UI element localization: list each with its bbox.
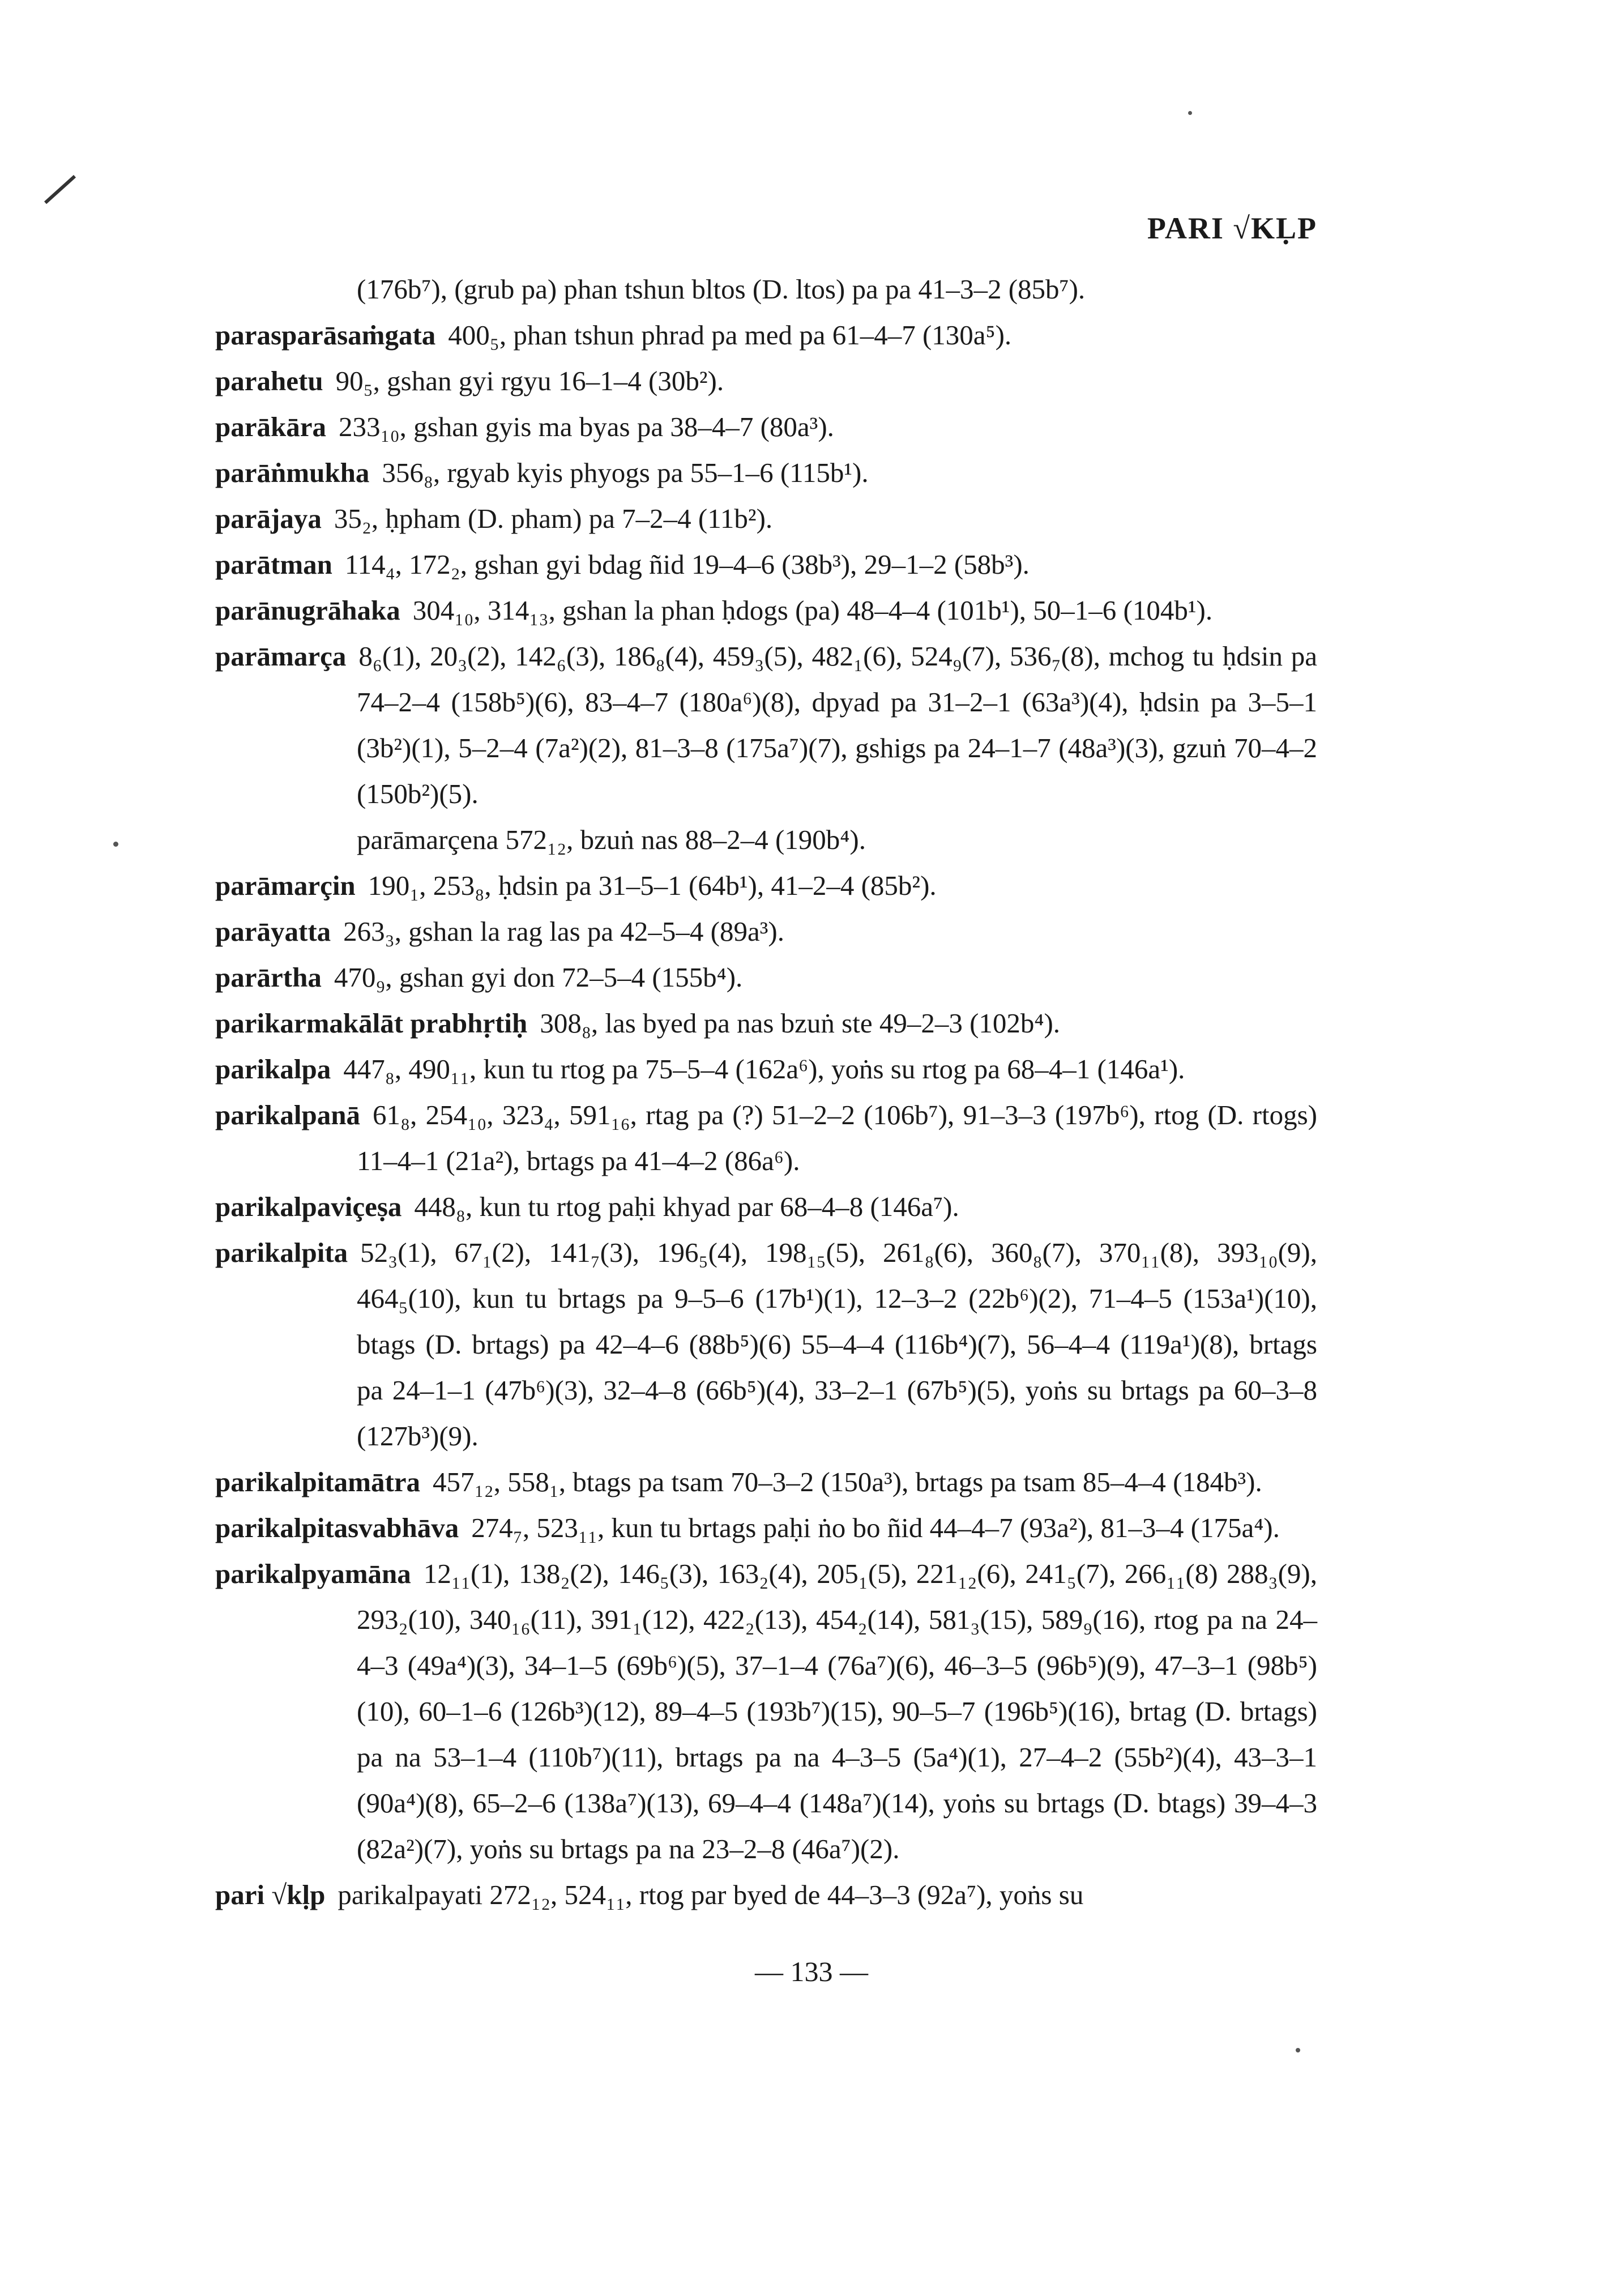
- entry-headword: parāyatta: [215, 916, 331, 947]
- entry-headword: parikarmakālāt prabhṛtiḥ: [215, 1008, 528, 1039]
- entry-text: 8₆(1), 20₃(2), 142₆(3), 186₈(4), 459₃(5), 482₁(6), 524₉(7), 536₇(8), mchog tu ḥdsin pa 74–2–4 (158b⁵)(6), 83–4–7 (180a⁶)(8), dpyad pa 31–2–1 (63a³)(4), ḥdsin pa 3–5–1 (3b²)(1), 5–2–4 (7a²)(2), 81–3–8 (175a⁷)(7), gshigs pa 24–1–7 (48a³)(3), gzuṅ 70–4–2 (150b²)(5).: [357, 641, 1317, 809]
- entry-headword: parikalpa: [215, 1053, 331, 1085]
- dictionary-entry: [215, 1184, 1317, 1230]
- page-number: — 133 —: [755, 1956, 868, 1987]
- entry-text: parāmarçena 572₁₂, bzuṅ nas 88–2–4 (190b⁴).: [357, 824, 866, 855]
- entry-text: 114₄, 172₂, gshan gyi bdag ñid 19–4–6 (38b³), 29–1–2 (58b³).: [344, 549, 1030, 580]
- dictionary-entry: [215, 633, 1317, 817]
- entry-headword: parikalpitasvabhāva: [215, 1512, 459, 1543]
- entry-text: (176b⁷), (grub pa) phan tshun bltos (D. ltos) pa pa 41–3–2 (85b⁷).: [357, 274, 1086, 305]
- speck: [1296, 2048, 1300, 2052]
- entry-text: 61₈, 254₁₀, 323₄, 591₁₆, rtag pa (?) 51–2–2 (106b⁷), 91–3–3 (197b⁶), rtog (D. rtogs) 11–4–1 (21a²), brtags pa 41–4–2 (86a⁶).: [357, 1099, 1317, 1176]
- dictionary-entry: [215, 404, 1317, 450]
- dictionary-entry: [215, 1505, 1317, 1551]
- entry-headword: parārtha: [215, 962, 322, 993]
- entry-text: parikalpayati 272₁₂, 524₁₁, rtog par byed de 44–3–3 (92a⁷), yoṅs su: [338, 1879, 1084, 1910]
- running-head: PARI √KḶP: [1147, 211, 1317, 245]
- dictionary-entry: [215, 312, 1317, 358]
- entry-headword: parāmarça: [215, 641, 347, 672]
- pencil-mark: [44, 175, 76, 204]
- entry-list: [215, 266, 1317, 1918]
- entry-headword: parikalpita: [215, 1237, 348, 1268]
- entry-text: 356₈, rgyab kyis phyogs pa 55–1–6 (115b¹).: [382, 457, 869, 488]
- entry-text: 457₁₂, 558₁, btags pa tsam 70–3–2 (150a³), brtags pa tsam 85–4–4 (184b³).: [433, 1466, 1262, 1497]
- dictionary-entry: [215, 358, 1317, 404]
- dictionary-entry: [215, 954, 1317, 1000]
- dictionary-entry: [215, 1046, 1317, 1092]
- entry-headword: parahetu: [215, 365, 323, 396]
- entry-headword: parāmarçin: [215, 870, 356, 901]
- entry-text: 304₁₀, 314₁₃, gshan la phan ḥdogs (pa) 48–4–4 (101b¹), 50–1–6 (104b¹).: [412, 595, 1213, 626]
- entry-text: 470₉, gshan gyi don 72–5–4 (155b⁴).: [334, 962, 743, 993]
- entry-text: 90₅, gshan gyi rgyu 16–1–4 (30b²).: [335, 365, 724, 396]
- dictionary-entry: [215, 863, 1317, 908]
- dictionary-entry: [215, 587, 1317, 633]
- entry-headword: parikalpanā: [215, 1099, 360, 1130]
- entry-text: 447₈, 490₁₁, kun tu rtog pa 75–5–4 (162a⁶), yoṅs su rtog pa 68–4–1 (146a¹).: [343, 1053, 1185, 1085]
- entry-headword: pari √kḷp: [215, 1879, 326, 1910]
- dictionary-entry: [215, 266, 1317, 312]
- entry-headword: parānugrāhaka: [215, 595, 400, 626]
- entry-text: 400₅, phan tshun phrad pa med pa 61–4–7 (130a⁵).: [448, 319, 1012, 351]
- entry-text: 190₁, 253₈, ḥdsin pa 31–5–1 (64b¹), 41–2–4 (85b²).: [368, 870, 937, 901]
- entry-text: 263₃, gshan la rag las pa 42–5–4 (89a³).: [343, 916, 784, 947]
- entry-text: 308₈, las byed pa nas bzuṅ ste 49–2–3 (102b⁴).: [540, 1008, 1061, 1039]
- entry-text: 52₃(1), 67₁(2), 141₇(3), 196₅(4), 198₁₅(5), 261₈(6), 360₈(7), 370₁₁(8), 393₁₀(9), 464₅(10), kun tu brtags pa 9–5–6 (17b¹)(1), 12–3–2 (22b⁶)(2), 71–4–5 (153a¹)(10), btags (D. brtags) pa 42–4–6 (88b⁵)(6) 55–4–4 (116b⁴)(7), 56–4–4 (119a¹)(8), brtags pa 24–1–1 (47b⁶)(3), 32–4–8 (66b⁵)(4), 33–2–1 (67b⁵)(5), yoṅs su brtags pa 60–3–8 (127b³)(9).: [357, 1237, 1317, 1452]
- speck: [113, 842, 118, 847]
- speck: [1188, 111, 1192, 115]
- entry-headword: parākāra: [215, 411, 326, 442]
- entry-headword: parasparāsaṁgata: [215, 319, 436, 351]
- dictionary-entry: [215, 1000, 1317, 1046]
- dictionary-entry: [215, 817, 1317, 863]
- entry-headword: parāṅmukha: [215, 457, 370, 488]
- entry-text: 35₂, ḥpham (D. pham) pa 7–2–4 (11b²).: [334, 503, 773, 534]
- entry-headword: parātman: [215, 549, 332, 580]
- entry-headword: parājaya: [215, 503, 322, 534]
- dictionary-entry: [215, 496, 1317, 541]
- entry-text: 448₈, kun tu rtog paḥi khyad par 68–4–8 (146a⁷).: [414, 1191, 959, 1222]
- dictionary-entry: [215, 1459, 1317, 1505]
- dictionary-entry: [215, 541, 1317, 587]
- entry-text: 12₁₁(1), 138₂(2), 146₅(3), 163₂(4), 205₁(5), 221₁₂(6), 241₅(7), 266₁₁(8) 288₃(9), 293₂(10), 340₁₆(11), 391₁(12), 422₂(13), 454₂(14), 581₃(15), 589₉(16), rtog pa na 24–4–3 (49a⁴)(3), 34–1–5 (69b⁶)(5), 37–1–4 (76a⁷)(6), 46–3–5 (96b⁵)(9), 47–3–1 (98b⁵)(10), 60–1–6 (126b³)(12), 89–4–5 (193b⁷)(15), 90–5–7 (196b⁵)(16), brtag (D. brtags) pa na 53–1–4 (110b⁷)(11), brtags pa na 4–3–5 (5a⁴)(1), 27–4–2 (55b²)(4), 43–3–1 (90a⁴)(8), 65–2–6 (138a⁷)(13), 69–4–4 (148a⁷)(14), yoṅs su brtags (D. btags) 39–4–3 (82a²)(7), yoṅs su brtags pa na 23–2–8 (46a⁷)(2).: [357, 1558, 1317, 1864]
- dictionary-entry: [215, 450, 1317, 496]
- dictionary-entry: [215, 1230, 1317, 1459]
- entry-headword: parikalpaviçeṣa: [215, 1191, 402, 1222]
- dictionary-entry: [215, 908, 1317, 954]
- dictionary-entry: [215, 1092, 1317, 1184]
- dictionary-entry: [215, 1551, 1317, 1872]
- entry-text: 233₁₀, gshan gyis ma byas pa 38–4–7 (80a³).: [339, 411, 834, 442]
- entry-headword: parikalpyamāna: [215, 1558, 411, 1589]
- entry-text: 274₇, 523₁₁, kun tu brtags paḥi ṅo bo ñid 44–4–7 (93a²), 81–3–4 (175a⁴).: [471, 1512, 1280, 1543]
- dictionary-entry: [215, 1872, 1317, 1918]
- entry-headword: parikalpitamātra: [215, 1466, 421, 1497]
